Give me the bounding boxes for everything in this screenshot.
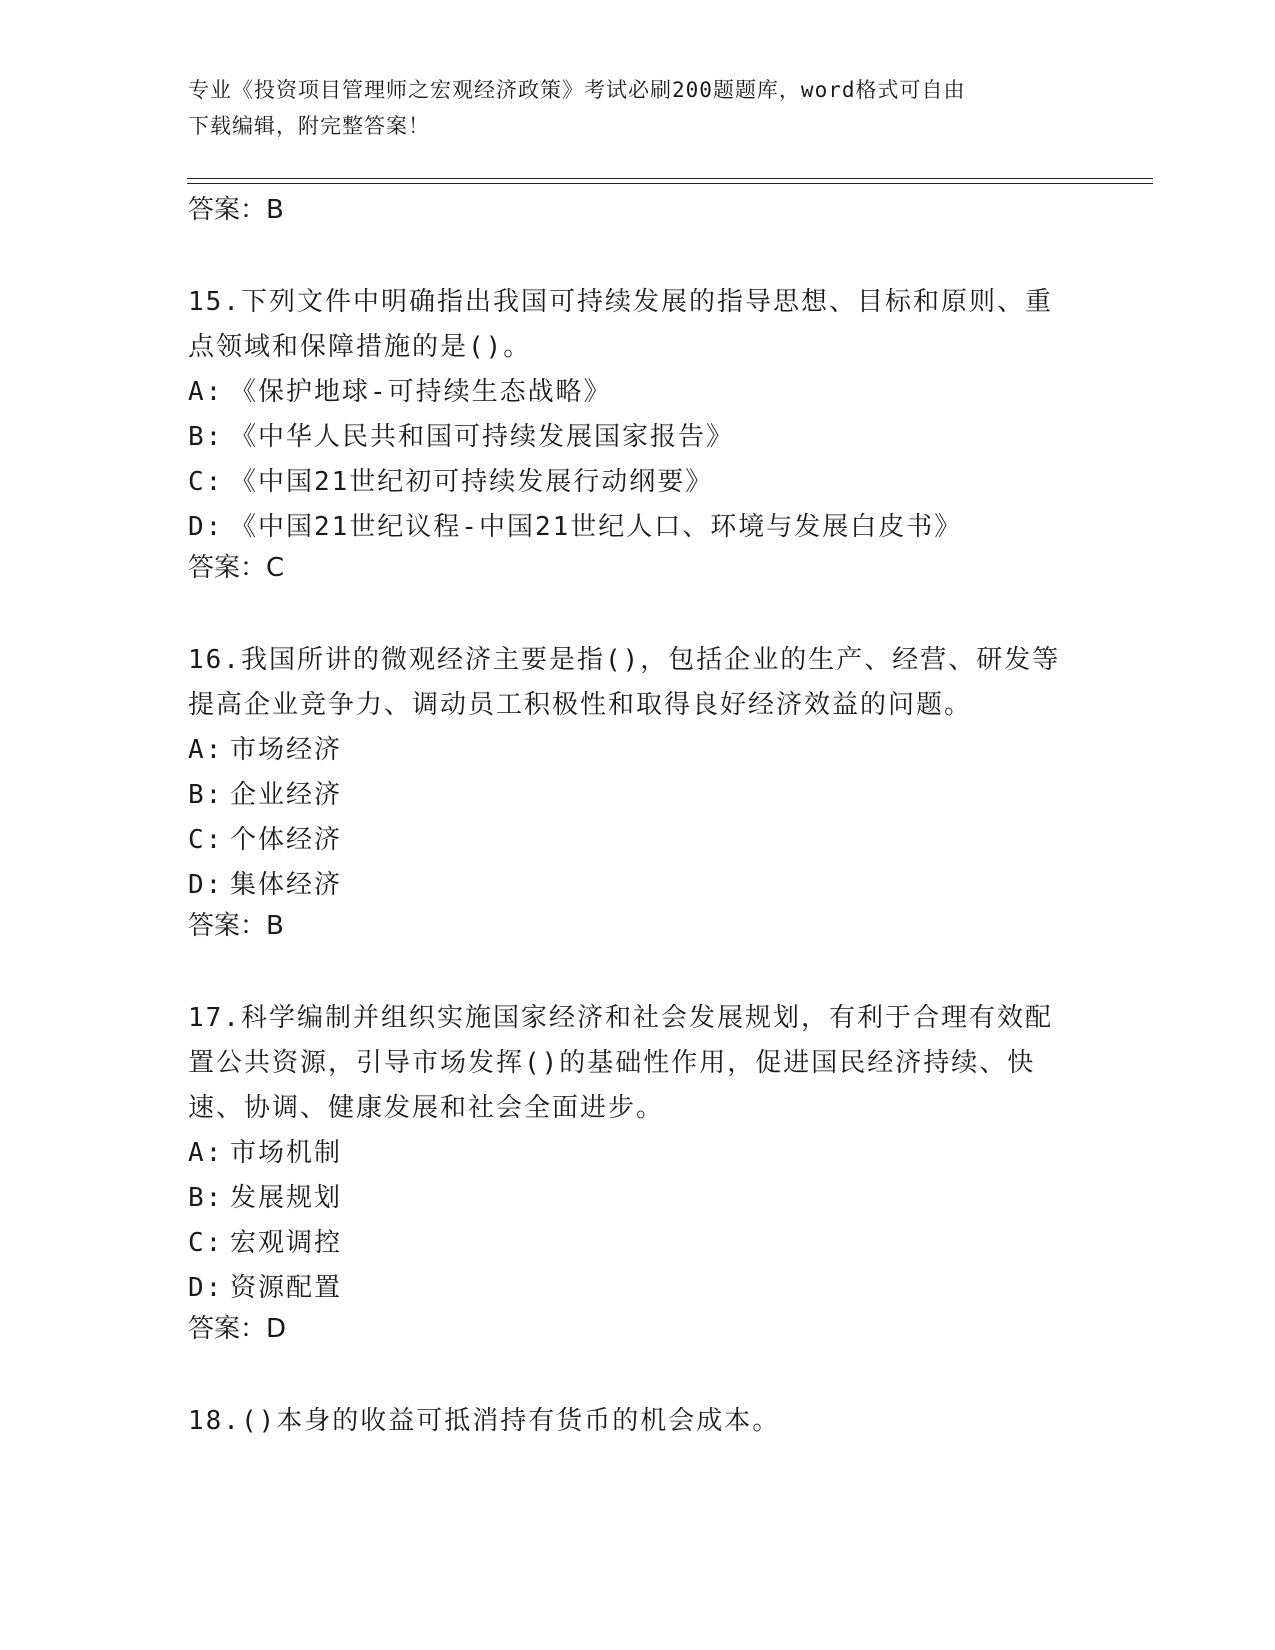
option-key: B:: [188, 1183, 224, 1213]
question-16: [188, 638, 1088, 944]
option-key: C:: [188, 825, 224, 855]
question-list: [188, 192, 1088, 1444]
option-text: 宏观调控: [230, 1228, 343, 1258]
question-16-answer: 答案：B: [188, 911, 284, 941]
question-16-stem: 16.我国所讲的微观经济主要是指()，包括企业的生产、经营、研发等提高企业竞争力、调动员工积极性和取得良好经济效益的问题。: [188, 645, 1061, 720]
question-15-answer: 答案：C: [188, 553, 285, 583]
option-text: 《保护地球-可持续生态战略》: [230, 377, 612, 407]
option-key: A:: [188, 735, 224, 765]
option-text: 市场机制: [230, 1138, 343, 1168]
option-text: 《中国21世纪议程-中国21世纪人口、环境与发展白皮书》: [230, 512, 963, 542]
question-17-answer: 答案：D: [188, 1314, 287, 1344]
question-15: [188, 280, 1088, 586]
question-17-option-d: [188, 1266, 1088, 1311]
question-17-option-b: [188, 1176, 1088, 1221]
option-text: 《中国21世纪初可持续发展行动纲要》: [230, 467, 714, 497]
option-key: D:: [188, 1273, 224, 1303]
option-text: 发展规划: [230, 1183, 343, 1213]
question-15-stem: 15.下列文件中明确指出我国可持续发展的指导思想、目标和原则、重点领域和保障措施的是()。: [188, 287, 1053, 362]
option-text: 资源配置: [230, 1273, 343, 1303]
option-key: C:: [188, 1228, 224, 1258]
question-16-option-a: [188, 728, 1088, 773]
header-rule-bottom: [187, 183, 1153, 184]
option-key: B:: [188, 780, 224, 810]
option-key: D:: [188, 512, 224, 542]
header-rule-top: [187, 178, 1153, 179]
header-line-1: 专业《投资项目管理师之宏观经济政策》考试必刷200题题库，word格式可自由: [188, 78, 966, 102]
spacer: [188, 944, 1088, 996]
option-text: 集体经济: [230, 870, 343, 900]
option-key: A:: [188, 1138, 224, 1168]
option-key: B:: [188, 422, 224, 452]
question-15-option-a: [188, 370, 1088, 415]
header-line-2: 下载编辑，附完整答案！: [188, 114, 430, 138]
spacer: [188, 228, 1088, 280]
question-15-option-c: [188, 460, 1088, 505]
option-text: 市场经济: [230, 735, 343, 765]
question-17-stem: 17.科学编制并组织实施国家经济和社会发展规划，有利于合理有效配置公共资源，引导市场发挥()的基础性作用，促进国民经济持续、快速、协调、健康发展和社会全面进步。: [188, 1003, 1053, 1123]
option-key: D:: [188, 870, 224, 900]
option-text: 《中华人民共和国可持续发展国家报告》: [230, 422, 735, 452]
question-18-stem: 18.()本身的收益可抵消持有货币的机会成本。: [188, 1406, 781, 1436]
question-17-option-c: [188, 1221, 1088, 1266]
question-15-option-b: [188, 415, 1088, 460]
question-18: [188, 1399, 1088, 1444]
spacer: [188, 1347, 1088, 1399]
option-text: 个体经济: [230, 825, 343, 855]
question-16-option-d: [188, 863, 1088, 908]
spacer: [188, 586, 1088, 638]
answer-14: 答案：B: [188, 195, 284, 225]
question-15-option-d: [188, 505, 1088, 550]
option-text: 企业经济: [230, 780, 343, 810]
question-16-option-b: [188, 773, 1088, 818]
document-header: [188, 72, 1068, 144]
option-key: A:: [188, 377, 224, 407]
question-16-option-c: [188, 818, 1088, 863]
question-17: [188, 996, 1088, 1347]
question-17-option-a: [188, 1131, 1088, 1176]
option-key: C:: [188, 467, 224, 497]
